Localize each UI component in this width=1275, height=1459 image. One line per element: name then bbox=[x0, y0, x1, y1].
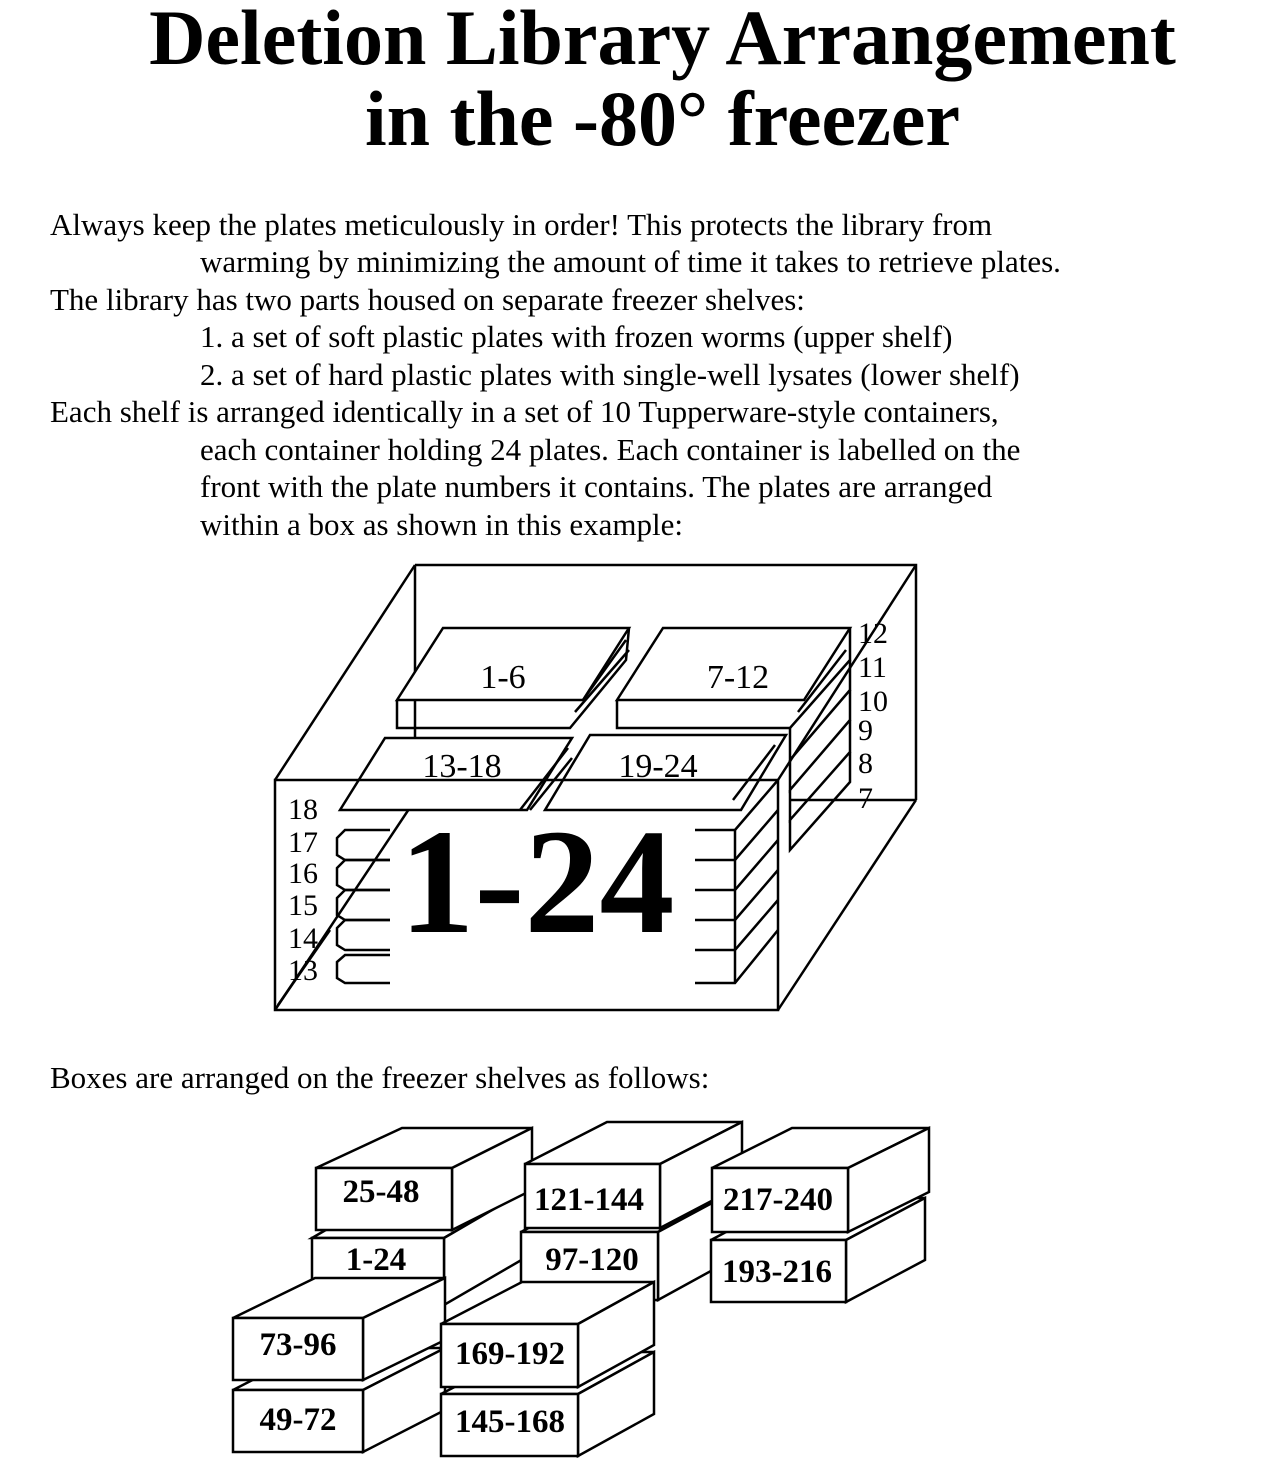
shelf-box-label: 169-192 bbox=[455, 1336, 565, 1372]
intro-p1-line2: warming by minimizing the amount of time it takes to retrieve plates. bbox=[200, 244, 1061, 279]
shelf-box-label: 217-240 bbox=[723, 1182, 833, 1218]
plate-number: 9 bbox=[858, 714, 873, 747]
container-front-label: 1-24 bbox=[399, 799, 675, 965]
plate-number: 13 bbox=[288, 954, 318, 987]
plate-number: 11 bbox=[858, 651, 887, 684]
plate-number: 7 bbox=[858, 782, 873, 815]
plate-number: 8 bbox=[858, 747, 873, 780]
shelf-box-label: 121-144 bbox=[534, 1182, 644, 1218]
intro-p2-item2: 2. a set of hard plastic plates with single-well lysates (lower shelf) bbox=[200, 357, 1020, 392]
shelf-box-label: 1-24 bbox=[345, 1242, 407, 1278]
intro-p3-line3: front with the plate numbers it contains. The plates are arranged bbox=[200, 469, 993, 504]
shelf-arrangement bbox=[233, 1122, 929, 1456]
shelf-box-label: 97-120 bbox=[545, 1242, 639, 1278]
intro-p2-line1: The library has two parts housed on separate freezer shelves: bbox=[50, 282, 805, 317]
stack-label-1-6: 1-6 bbox=[480, 659, 526, 696]
stack-label-13-18: 13-18 bbox=[422, 748, 502, 785]
title-line-1: Deletion Library Arrangement bbox=[149, 0, 1176, 81]
plate-number: 16 bbox=[288, 857, 318, 890]
shelf-box-label: 49-72 bbox=[259, 1402, 337, 1438]
intro-p3-line1: Each shelf is arranged identically in a set of 10 Tupperware-style containers, bbox=[50, 394, 999, 429]
shelf-box-label: 193-216 bbox=[722, 1254, 832, 1290]
plate-number: 18 bbox=[288, 793, 318, 826]
shelf-box-label: 145-168 bbox=[455, 1404, 565, 1440]
stack-label-7-12: 7-12 bbox=[706, 659, 770, 696]
plate-number: 14 bbox=[288, 922, 318, 955]
shelf-caption: Boxes are arranged on the freezer shelves as follows: bbox=[50, 1060, 710, 1095]
plate-number: 12 bbox=[858, 617, 888, 650]
intro-p3-line4: within a box as shown in this example: bbox=[200, 507, 684, 542]
stack-label-19-24: 19-24 bbox=[618, 748, 698, 785]
intro-p3-line2: each container holding 24 plates. Each container is labelled on the bbox=[200, 432, 1021, 467]
plate-number: 10 bbox=[858, 685, 888, 718]
plate-number: 17 bbox=[288, 826, 318, 859]
title-line-2: in the -80° freezer bbox=[365, 75, 960, 162]
shelf-box-label: 73-96 bbox=[259, 1327, 337, 1363]
right-plate-numbers bbox=[858, 617, 888, 815]
intro-p2-item1: 1. a set of soft plastic plates with frozen worms (upper shelf) bbox=[200, 319, 953, 354]
intro-p1-line1: Always keep the plates meticulously in order! This protects the library from bbox=[50, 207, 993, 242]
plate-number: 15 bbox=[288, 889, 318, 922]
shelf-box-label: 25-48 bbox=[342, 1174, 420, 1210]
left-plate-numbers bbox=[288, 793, 318, 987]
plate-stack-1-6 bbox=[397, 628, 629, 728]
